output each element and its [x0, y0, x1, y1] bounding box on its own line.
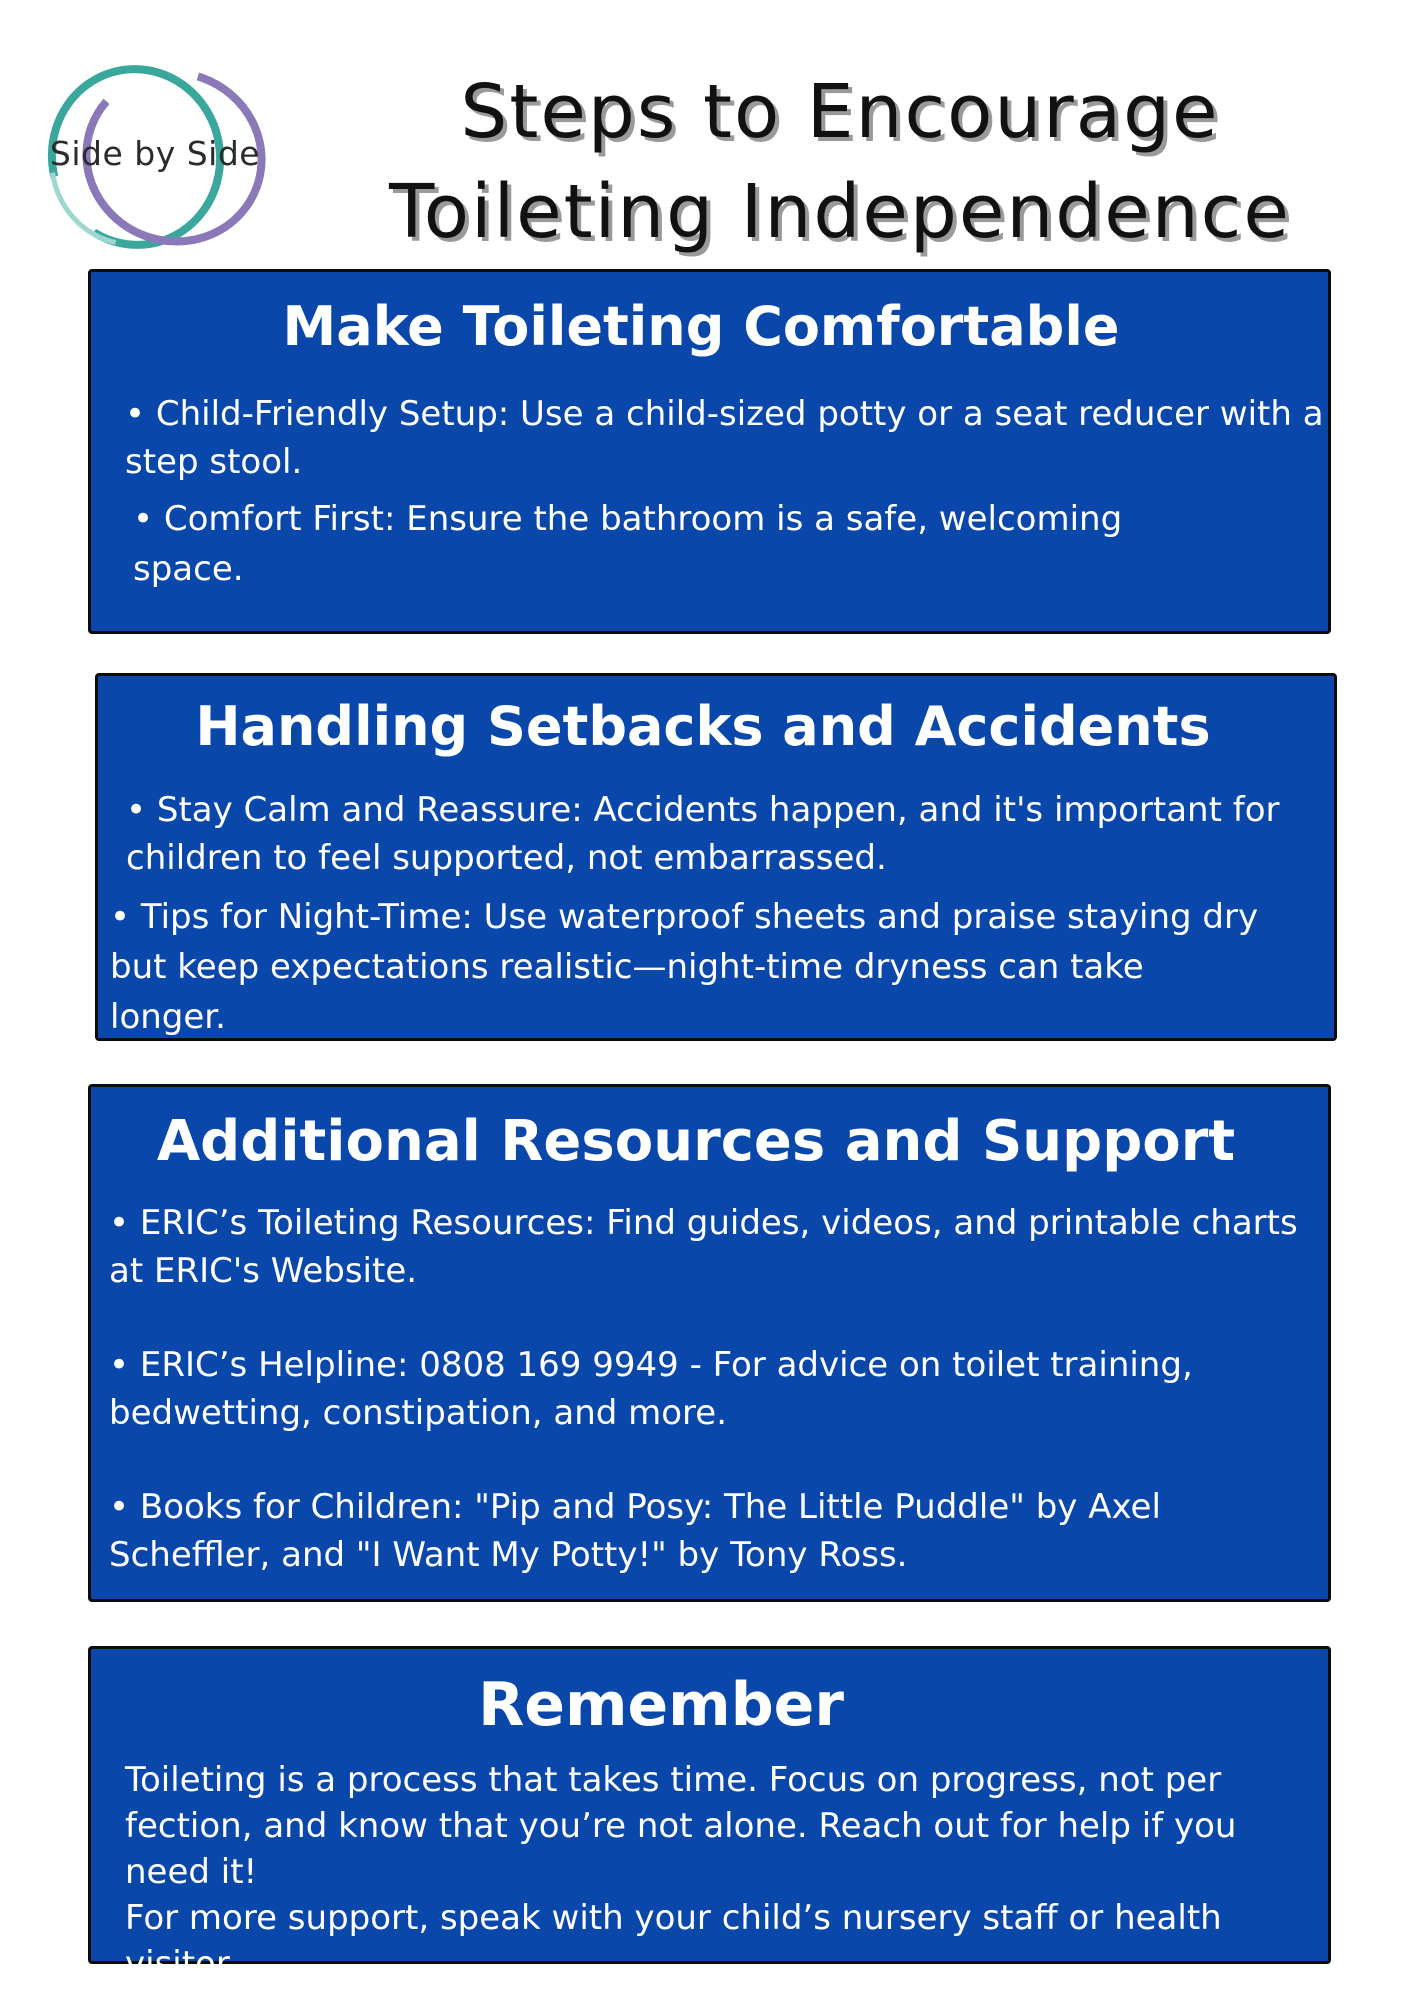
bullet-eric-helpline: • ERIC’s Helpline: 0808 169 9949 - For advice on toilet training, bedwetting, constipation, and more.: [109, 1345, 1193, 1433]
card-remember: [88, 1646, 1331, 1984]
page-title-line-1: Steps to Encourage: [460, 69, 1220, 155]
page-title: [300, 62, 1380, 262]
bullet-eric-resources: • ERIC’s Toileting Resources: Find guides, videos, and printable charts at ERIC's Website.: [109, 1203, 1298, 1291]
remember-support-note: For more support, speak with your child’s nursery staff or health visitor.: [125, 1898, 1222, 1984]
remember-body: Toileting is a process that takes time. Focus on progress, not per fection, and know that you’re not alone. Reach out for help if you need it!: [125, 1760, 1237, 1892]
card-heading: Handling Setbacks and Accidents: [195, 695, 1211, 758]
card-handling-setbacks: [95, 673, 1337, 1041]
logo-text: Side by Side: [49, 134, 261, 173]
bullet-comfort-first: • Comfort First: Ensure the bathroom is a safe, welcoming space.: [133, 499, 1123, 589]
side-by-side-logo: [40, 62, 270, 252]
bullet-night-time-tips: • Tips for Night-Time: Use waterproof sheets and praise staying dry but keep expectations realistic—night-time dryness can take longer.: [110, 897, 1259, 1037]
card-make-toileting-comfortable: [88, 269, 1331, 634]
card-additional-resources: [88, 1084, 1331, 1602]
card-heading: Remember: [478, 1670, 844, 1740]
bullet-child-friendly-setup: • Child-Friendly Setup: Use a child-sized potty or a seat reducer with a step stool.: [125, 394, 1324, 482]
card-heading: Additional Resources and Support: [156, 1109, 1236, 1174]
page-title-line-2: Toileting Independence: [389, 169, 1291, 255]
bullet-books-for-children: • Books for Children: "Pip and Posy: The Little Puddle" by Axel Scheffler, and "I Want My Potty!" by Tony Ross.: [109, 1487, 1161, 1575]
bullet-stay-calm: • Stay Calm and Reassure: Accidents happen, and it's important for children to feel supported, not embarrassed.: [126, 790, 1280, 878]
card-heading: Make Toileting Comfortable: [282, 295, 1120, 358]
